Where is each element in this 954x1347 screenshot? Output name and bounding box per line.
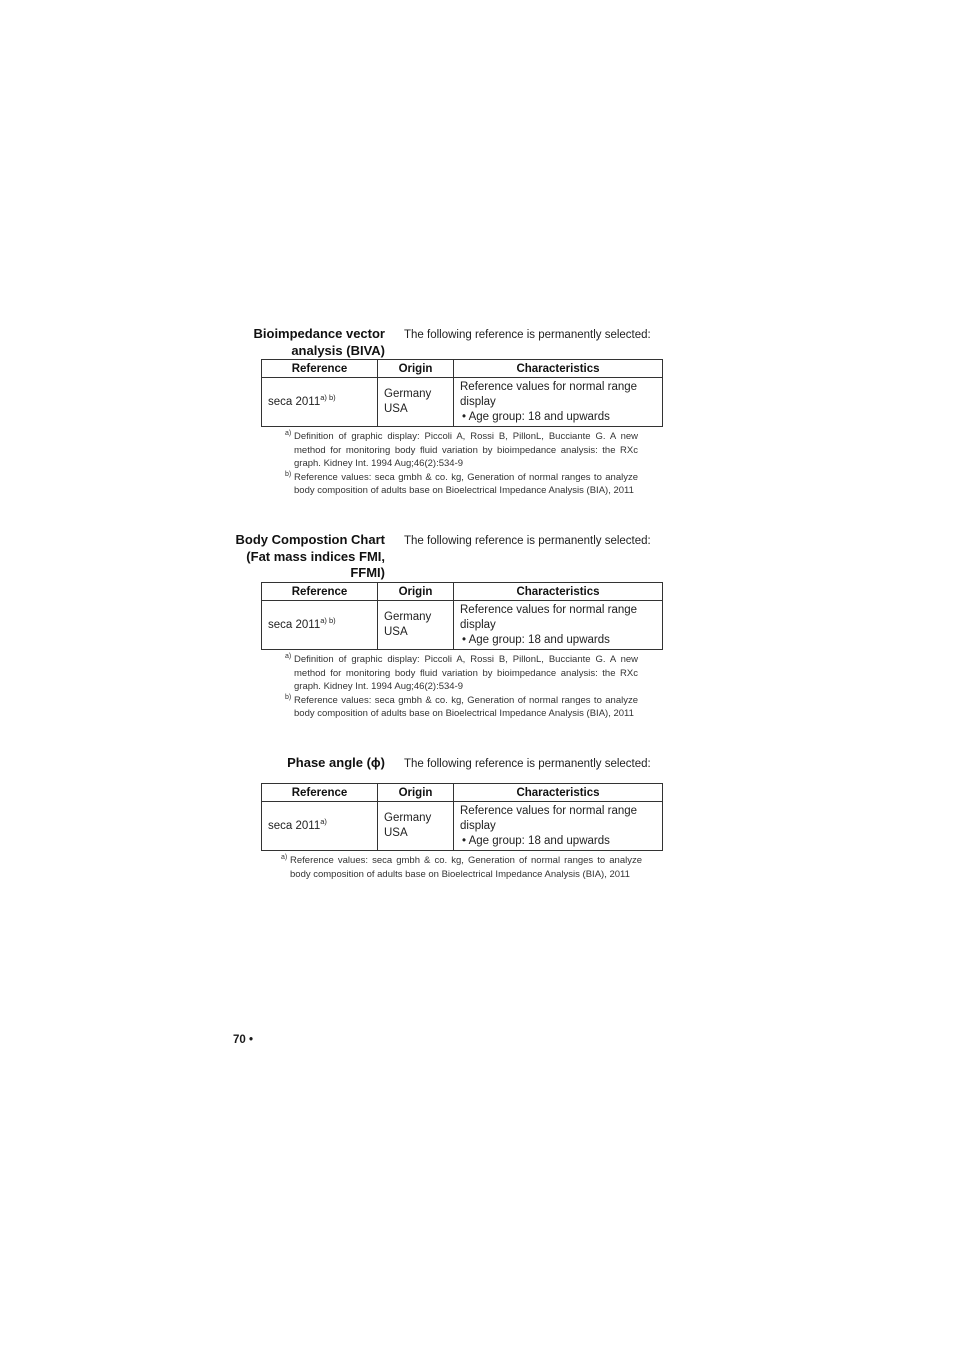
- col-header-characteristics: Characteristics: [454, 784, 663, 802]
- footnotes: [285, 430, 638, 498]
- section-intro: The following reference is permanently selected:: [404, 758, 651, 770]
- reference-table: [261, 582, 663, 650]
- section-title-biva: Bioimpedance vector analysis (BIVA): [253, 326, 385, 358]
- col-header-reference: Reference: [262, 360, 378, 378]
- section-title-body-composition: Body Compostion Chart (Fat mass indices FMI, FFMI): [235, 532, 385, 580]
- page-number: 70 •: [233, 1034, 254, 1046]
- col-header-characteristics: Characteristics: [454, 360, 663, 378]
- col-header-origin: Origin: [378, 583, 454, 601]
- footnote-a: a) Definition of graphic display: Piccoli A, Rossi B, PillonL, Bucciante G. A new method for monitoring body fluid variation by bioimpedance analysis: the RXc graph. Kidney Int. 1994 Aug;46(2):534-9: [285, 653, 638, 692]
- section-intro: The following reference is permanently selected:: [404, 329, 651, 341]
- col-header-origin: Origin: [378, 784, 454, 802]
- characteristics-cell: Reference values for normal range display • Age group: 18 and upwards: [454, 802, 663, 851]
- col-header-reference: Reference: [262, 784, 378, 802]
- origin-cell: Germany USA: [378, 802, 454, 851]
- origin-cell: Germany USA: [378, 601, 454, 650]
- col-header-reference: Reference: [262, 583, 378, 601]
- reference-table: [261, 359, 663, 427]
- footnote-b: b) Reference values: seca gmbh & co. kg, Generation of normal ranges to analyze body composition of adults base on Bioelectrical Impedance Analysis (BIA), 2011: [285, 693, 638, 719]
- table-row: [262, 601, 663, 650]
- characteristics-cell: Reference values for normal range display • Age group: 18 and upwards: [454, 601, 663, 650]
- footnote-a: a) Reference values: seca gmbh & co. kg, Generation of normal ranges to analyze body composition of adults base on Bioelectrical Impedance Analysis (BIA), 2011: [281, 854, 642, 880]
- table-row: [262, 802, 663, 851]
- reference-cell: seca 2011$^{a)}$: [262, 802, 378, 851]
- footnotes: [285, 653, 638, 721]
- footnote-a: a) Definition of graphic display: Piccoli A, Rossi B, PillonL, Bucciante G. A new method for monitoring body fluid variation by bioimpedance analysis: the RXc graph. Kidney Int. 1994 Aug;46(2):534-9: [285, 430, 638, 469]
- section-intro: The following reference is permanently selected:: [404, 535, 651, 547]
- col-header-origin: Origin: [378, 360, 454, 378]
- reference-table: [261, 783, 663, 851]
- col-header-characteristics: Characteristics: [454, 583, 663, 601]
- footnotes: [281, 854, 642, 881]
- table-row: [262, 378, 663, 427]
- origin-cell: Germany USA: [378, 378, 454, 427]
- reference-cell: seca $2011^{a) b)}$: [262, 601, 378, 650]
- section-title-phase-angle: Phase angle (ϕ): [287, 755, 385, 770]
- characteristics-cell: Reference values for normal range display • Age group: 18 and upwards: [454, 378, 663, 427]
- footnote-b: b) Reference values: seca gmbh & co. kg, Generation of normal ranges to analyze body composition of adults base on Bioelectrical Impedance Analysis (BIA), 2011: [285, 470, 638, 496]
- reference-cell: seca $2011^{a) b)}$: [262, 378, 378, 427]
